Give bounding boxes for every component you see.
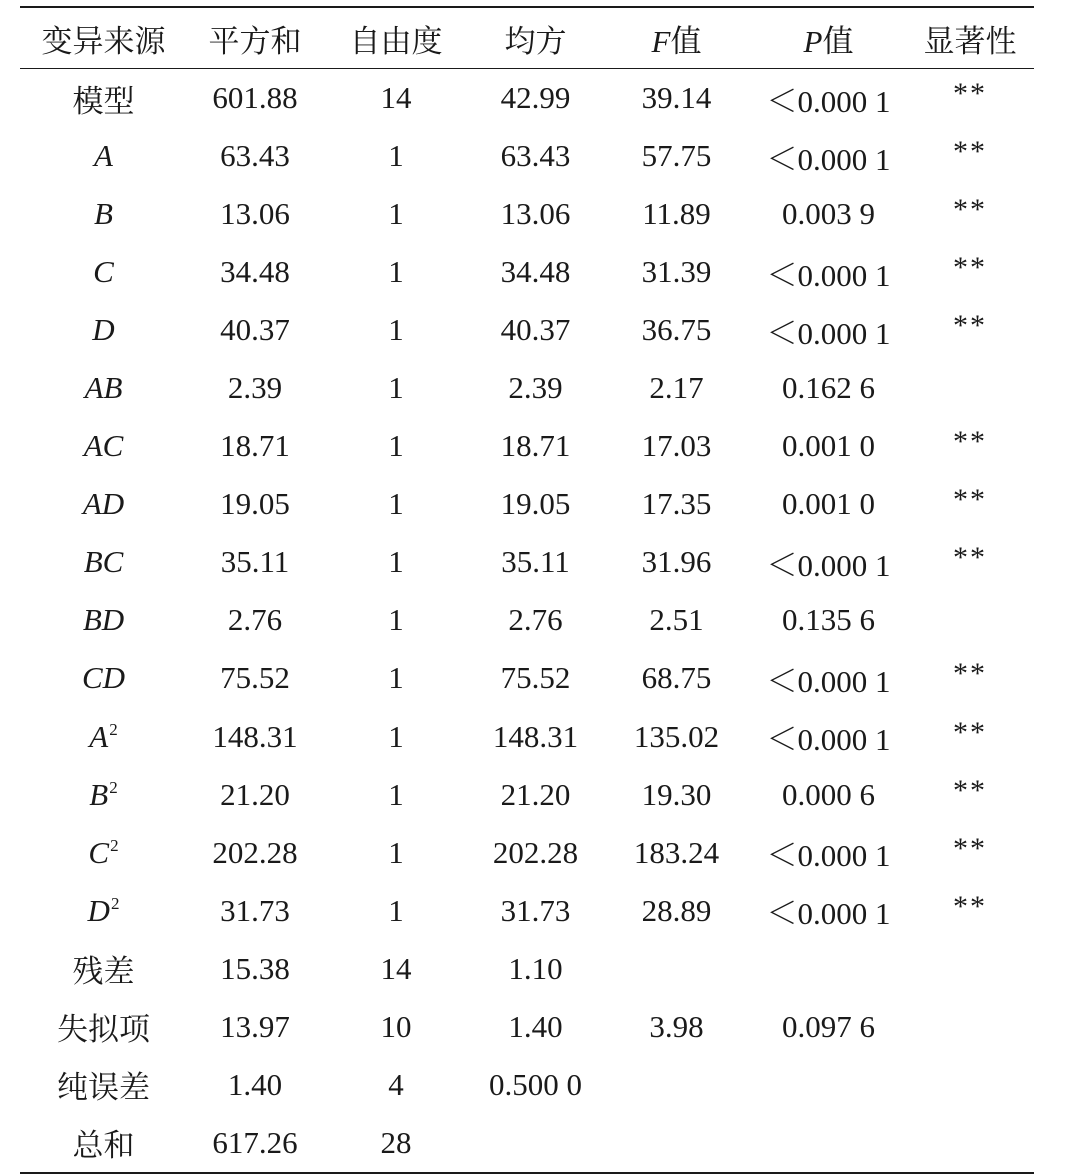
cell-sum-of-squares: 148.31 — [212, 718, 298, 754]
cell-significance: ** — [953, 251, 987, 285]
cell-p-value: 0.003 9 — [782, 196, 875, 232]
cell-source: AC — [83, 428, 124, 464]
cell-sum-of-squares: 40.37 — [220, 312, 290, 348]
cell-p-value: ＜0.000 1 — [766, 141, 891, 177]
cell-p-value: 0.097 6 — [782, 1008, 875, 1044]
cell-degrees-of-freedom: 1 — [388, 312, 404, 348]
cell-mean-square: 2.76 — [508, 602, 563, 638]
header-significance: 显著性 — [923, 23, 1017, 59]
cell-f-value: 31.39 — [641, 254, 712, 290]
cell-source: 纯误差 — [57, 1070, 150, 1106]
cell-mean-square: 148.31 — [492, 718, 579, 754]
cell-mean-square: 0.500 0 — [489, 1066, 582, 1102]
cell-f-value — [602, 1114, 751, 1173]
cell-degrees-of-freedom: 4 — [388, 1066, 404, 1102]
cell-f-value: 17.03 — [641, 428, 712, 464]
cell-p-value: 0.001 0 — [782, 486, 875, 522]
cell-degrees-of-freedom: 1 — [388, 776, 404, 812]
table-row — [20, 649, 1034, 707]
table-row — [20, 185, 1034, 243]
superscript: 2 — [109, 720, 118, 740]
cell-f-value — [602, 1056, 751, 1114]
cell-significance: ** — [953, 483, 987, 517]
cell-mean-square: 31.73 — [500, 892, 571, 928]
cell-significance: ** — [953, 425, 987, 459]
cell-significance: ** — [953, 135, 987, 169]
cell-source: 残差 — [72, 954, 135, 990]
cell-p-value: 0.135 6 — [782, 602, 875, 638]
cell-p-value: ＜0.000 1 — [766, 83, 891, 119]
cell-degrees-of-freedom: 14 — [380, 80, 412, 116]
cell-sum-of-squares: 35.11 — [220, 544, 290, 580]
cell-p-value: ＜0.000 1 — [766, 257, 891, 293]
cell-degrees-of-freedom: 1 — [388, 196, 404, 232]
cell-p-value: 0.001 0 — [782, 428, 875, 464]
cell-f-value: 3.98 — [649, 1008, 704, 1044]
cell-degrees-of-freedom: 1 — [388, 602, 404, 638]
cell-mean-square: 18.71 — [500, 428, 571, 464]
cell-significance: ** — [953, 77, 987, 111]
cell-significance: ** — [953, 831, 987, 865]
cell-significance — [906, 998, 1034, 1056]
table-row — [20, 1114, 1034, 1173]
cell-f-value: 2.17 — [649, 370, 704, 406]
cell-sum-of-squares: 31.73 — [220, 892, 290, 928]
cell-source: $C^2$ — [88, 834, 119, 870]
cell-sum-of-squares: 617.26 — [212, 1124, 298, 1160]
cell-f-value: 36.75 — [641, 312, 712, 348]
cell-sum-of-squares: 601.88 — [212, 80, 298, 116]
table-body — [20, 69, 1034, 1173]
cell-mean-square: 42.99 — [500, 80, 571, 116]
cell-significance: ** — [953, 193, 987, 227]
cell-significance: ** — [953, 657, 987, 691]
cell-significance — [906, 359, 1034, 417]
cell-sum-of-squares: 63.43 — [220, 138, 290, 174]
cell-degrees-of-freedom: 28 — [380, 1124, 412, 1160]
cell-sum-of-squares: 2.76 — [227, 602, 283, 638]
cell-sum-of-squares: 13.06 — [220, 196, 290, 232]
superscript: 2 — [110, 836, 119, 856]
table-row — [20, 417, 1034, 475]
cell-f-value: 39.14 — [641, 80, 712, 116]
cell-p-value — [751, 1056, 906, 1114]
cell-f-value: 2.51 — [649, 602, 704, 638]
cell-source: BC — [83, 544, 124, 580]
cell-f-value — [602, 940, 751, 998]
cell-degrees-of-freedom: 14 — [380, 950, 412, 986]
cell-significance — [906, 940, 1034, 998]
cell-f-value: 31.96 — [641, 544, 712, 580]
cell-p-value: 0.162 6 — [782, 370, 875, 406]
cell-p-value — [751, 940, 906, 998]
table-row — [20, 127, 1034, 185]
cell-source: 失拟项 — [57, 1012, 150, 1048]
table-row — [20, 533, 1034, 591]
cell-degrees-of-freedom: 1 — [388, 834, 404, 870]
superscript: 2 — [109, 778, 118, 798]
header-source: 变异来源 — [41, 23, 166, 59]
cell-source: BD — [82, 602, 125, 638]
cell-mean-square: 202.28 — [492, 834, 579, 870]
table-row — [20, 766, 1034, 824]
cell-mean-square — [469, 1114, 602, 1173]
cell-source: C — [93, 254, 114, 290]
cell-mean-square: 34.48 — [500, 254, 571, 290]
table-row — [20, 475, 1034, 533]
cell-f-value: 57.75 — [641, 138, 712, 174]
table-row — [20, 998, 1034, 1056]
cell-p-value: ＜0.000 1 — [766, 896, 891, 932]
table-row — [20, 301, 1034, 359]
table-row — [20, 882, 1034, 940]
cell-sum-of-squares: 21.20 — [220, 776, 290, 812]
header-f-value: F值 — [651, 23, 702, 59]
cell-degrees-of-freedom: 1 — [388, 892, 404, 928]
cell-mean-square: 1.40 — [508, 1008, 563, 1044]
header-mean-square: 均方 — [504, 23, 567, 59]
cell-f-value: 135.02 — [633, 718, 720, 754]
superscript: 2 — [110, 894, 120, 914]
cell-significance: ** — [953, 889, 987, 923]
cell-p-value: ＜0.000 1 — [766, 663, 891, 699]
cell-mean-square: 1.10 — [508, 950, 563, 986]
cell-degrees-of-freedom: 1 — [388, 718, 404, 754]
table-row — [20, 824, 1034, 882]
cell-significance — [906, 591, 1034, 649]
cell-significance — [906, 1114, 1034, 1173]
cell-sum-of-squares: 34.48 — [220, 254, 290, 290]
table-row — [20, 69, 1034, 128]
cell-mean-square: 40.37 — [500, 312, 571, 348]
cell-degrees-of-freedom: 1 — [388, 254, 404, 290]
cell-source: $B^2$ — [89, 776, 118, 812]
cell-f-value: 28.89 — [641, 892, 712, 928]
cell-sum-of-squares: 15.38 — [220, 950, 290, 986]
table-row — [20, 708, 1034, 766]
cell-mean-square: 21.20 — [500, 776, 571, 812]
table-row — [20, 591, 1034, 649]
cell-p-value: 0.000 6 — [782, 776, 875, 812]
cell-p-value: ＜0.000 1 — [766, 547, 891, 583]
cell-mean-square: 19.05 — [500, 486, 571, 522]
cell-significance: ** — [953, 309, 987, 343]
cell-f-value: 11.89 — [642, 196, 711, 232]
table-row — [20, 1056, 1034, 1114]
cell-source: B — [94, 196, 113, 232]
cell-significance: ** — [953, 715, 987, 749]
cell-sum-of-squares: 1.40 — [227, 1066, 283, 1102]
cell-p-value: ＜0.000 1 — [766, 722, 891, 758]
cell-degrees-of-freedom: 1 — [388, 370, 404, 406]
cell-sum-of-squares: 18.71 — [220, 428, 290, 464]
cell-sum-of-squares: 19.05 — [220, 486, 290, 522]
cell-source: AD — [82, 486, 125, 522]
cell-mean-square: 13.06 — [500, 196, 571, 232]
header-sum-of-squares: 平方和 — [208, 23, 302, 59]
cell-p-value: ＜0.000 1 — [766, 315, 891, 351]
cell-source: $A^2$ — [89, 718, 118, 754]
cell-sum-of-squares: 202.28 — [212, 834, 298, 870]
cell-source: AB — [84, 370, 123, 406]
anova-table — [20, 6, 1034, 1174]
cell-source: $D^2$ — [87, 892, 120, 928]
header-row — [20, 7, 1034, 69]
cell-sum-of-squares: 2.39 — [227, 370, 283, 406]
cell-degrees-of-freedom: 1 — [388, 486, 404, 522]
cell-mean-square: 2.39 — [508, 370, 563, 406]
cell-p-value: ＜0.000 1 — [766, 838, 891, 874]
cell-degrees-of-freedom: 1 — [388, 544, 404, 580]
cell-source: D — [92, 312, 115, 348]
cell-f-value: 17.35 — [641, 486, 712, 522]
header-p-value: P值 — [803, 23, 854, 59]
cell-mean-square: 63.43 — [500, 138, 571, 174]
cell-significance: ** — [953, 541, 987, 575]
cell-mean-square: 75.52 — [500, 660, 571, 696]
cell-significance: ** — [953, 773, 987, 807]
cell-sum-of-squares: 75.52 — [220, 660, 290, 696]
cell-source: 总和 — [72, 1128, 135, 1164]
cell-mean-square: 35.11 — [501, 544, 570, 580]
cell-degrees-of-freedom: 1 — [388, 428, 404, 464]
cell-f-value: 19.30 — [641, 776, 712, 812]
table-row — [20, 940, 1034, 998]
anova-table-container — [20, 6, 1034, 1174]
cell-p-value — [751, 1114, 906, 1173]
cell-degrees-of-freedom: 1 — [388, 660, 404, 696]
table-header — [20, 7, 1034, 69]
cell-f-value: 183.24 — [633, 834, 720, 870]
table-row — [20, 359, 1034, 417]
cell-degrees-of-freedom: 10 — [380, 1008, 412, 1044]
cell-source: A — [94, 138, 113, 174]
cell-degrees-of-freedom: 1 — [388, 138, 404, 174]
cell-source: CD — [81, 660, 126, 696]
table-row — [20, 243, 1034, 301]
cell-significance — [906, 1056, 1034, 1114]
cell-sum-of-squares: 13.97 — [220, 1008, 290, 1044]
cell-source: 模型 — [72, 83, 135, 119]
cell-f-value: 68.75 — [641, 660, 712, 696]
header-degrees-of-freedom: 自由度 — [349, 23, 443, 59]
